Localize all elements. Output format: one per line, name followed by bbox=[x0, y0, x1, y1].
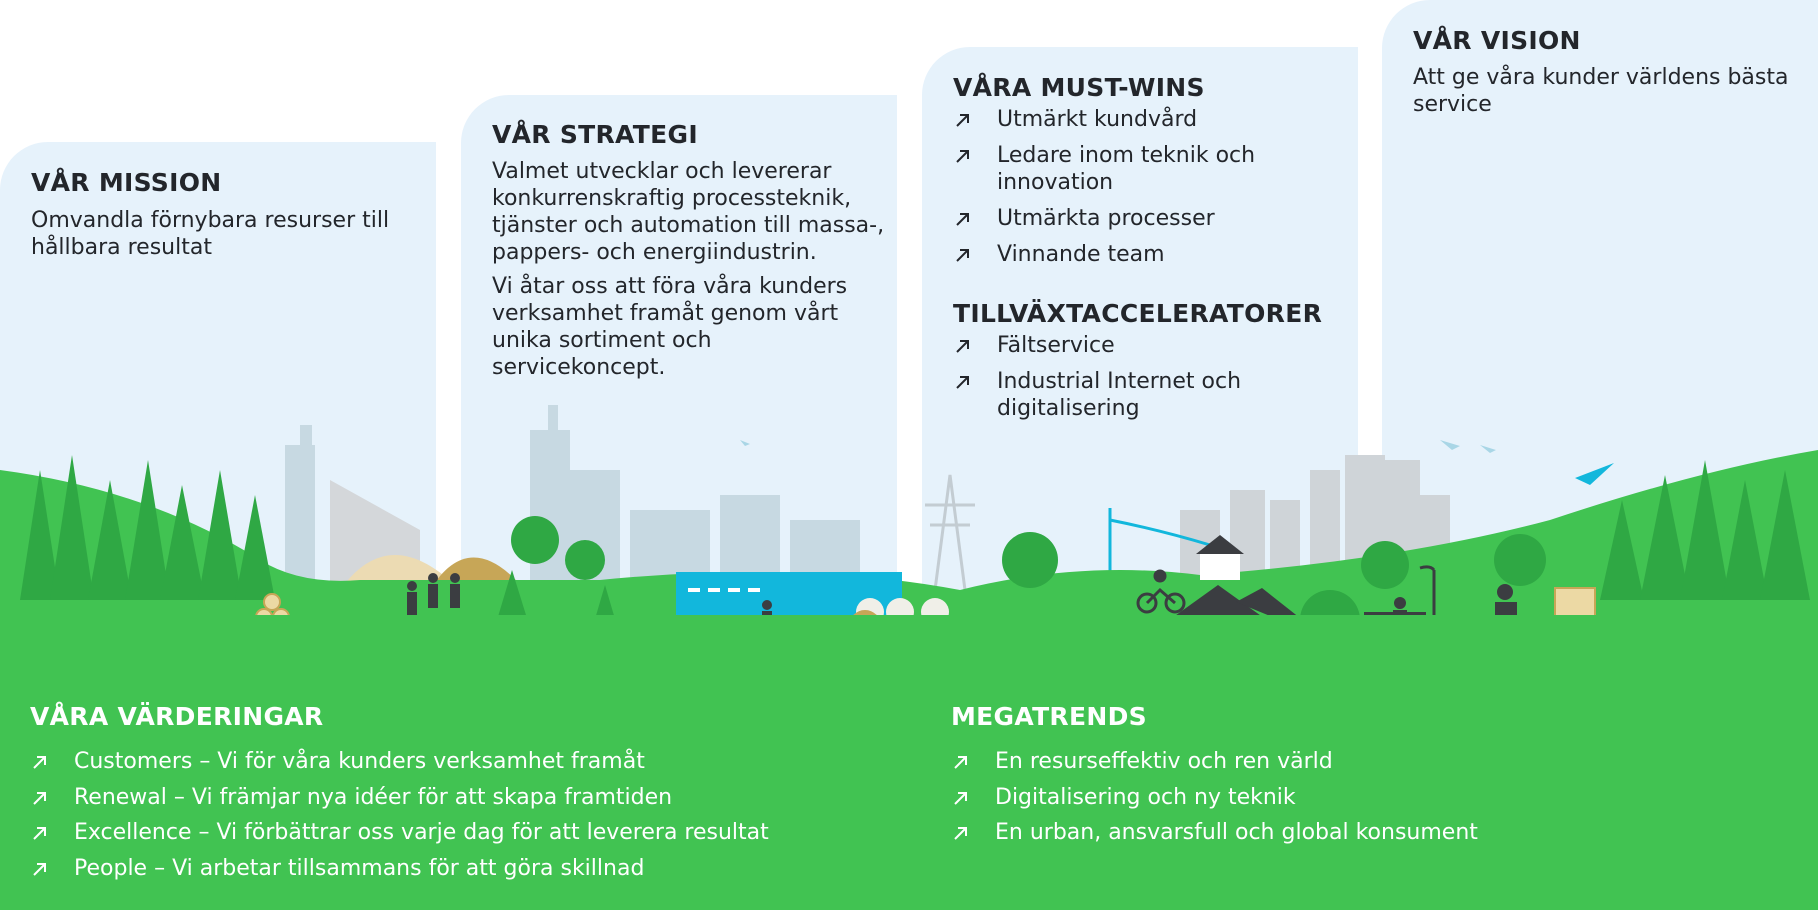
list-item: Industrial Internet och digitalisering bbox=[953, 368, 1348, 422]
strategy-paragraph-2: Vi åtar oss att föra våra kunders verksamhet framåt genom vårt unika sortiment och servicekoncept. bbox=[492, 274, 848, 380]
strategy-paragraph-1: Valmet utvecklar och levererar konkurrenskraftig processteknik, tjänster och automation till massa-, pappers- och energiindustrin. bbox=[492, 159, 885, 265]
values-list bbox=[30, 744, 900, 886]
arrow-up-right-icon bbox=[30, 823, 50, 843]
power-pylon bbox=[925, 475, 975, 590]
values-section bbox=[30, 702, 900, 886]
arrow-up-right-icon bbox=[30, 788, 50, 808]
must-wins-title: VÅRA MUST-WINS bbox=[953, 73, 1205, 102]
arrow-up-right-icon bbox=[30, 859, 50, 879]
list-item: En resurseffektiv och ren värld bbox=[951, 744, 1781, 780]
list-item: Ledare inom teknik och innovation bbox=[953, 142, 1348, 196]
list-item: Excellence – Vi förbättrar oss varje dag för att leverera resultat bbox=[30, 815, 900, 851]
arrow-up-right-icon bbox=[951, 752, 971, 772]
megatrends-section bbox=[951, 702, 1781, 851]
paper-plane-icon bbox=[1575, 463, 1614, 485]
mission-text: Omvandla förnybara resurser till hållbara resultat bbox=[31, 208, 390, 260]
megatrends-title: MEGATRENDS bbox=[951, 702, 1147, 731]
list-item: Renewal – Vi främjar nya idéer för att skapa framtiden bbox=[30, 780, 900, 816]
strategy-title: VÅR STRATEGI bbox=[492, 120, 698, 149]
vision-text: Att ge våra kunder världens bästa service bbox=[1413, 65, 1789, 117]
mission-title: VÅR MISSION bbox=[31, 168, 222, 197]
megatrends-list bbox=[951, 744, 1781, 851]
values-title: VÅRA VÄRDERINGAR bbox=[30, 702, 324, 731]
list-item: Utmärkt kundvård bbox=[953, 106, 1348, 133]
list-item: Digitalisering och ny teknik bbox=[951, 780, 1781, 816]
arrow-up-right-icon bbox=[951, 788, 971, 808]
list-item: En urban, ansvarsfull och global konsument bbox=[951, 815, 1781, 851]
list-item: Customers – Vi för våra kunders verksamhet framåt bbox=[30, 744, 900, 780]
list-item: Vinnande team bbox=[953, 241, 1348, 268]
list-item: Utmärkta processer bbox=[953, 205, 1348, 232]
list-item: People – Vi arbetar tillsammans för att göra skillnad bbox=[30, 851, 900, 887]
arrow-up-right-icon bbox=[30, 752, 50, 772]
vision-title: VÅR VISION bbox=[1413, 26, 1581, 55]
growth-accelerators-title: TILLVÄXTACCELERATORER bbox=[953, 299, 1323, 328]
list-item: Fältservice bbox=[953, 332, 1348, 359]
arrow-up-right-icon bbox=[951, 823, 971, 843]
birds bbox=[740, 440, 1496, 453]
